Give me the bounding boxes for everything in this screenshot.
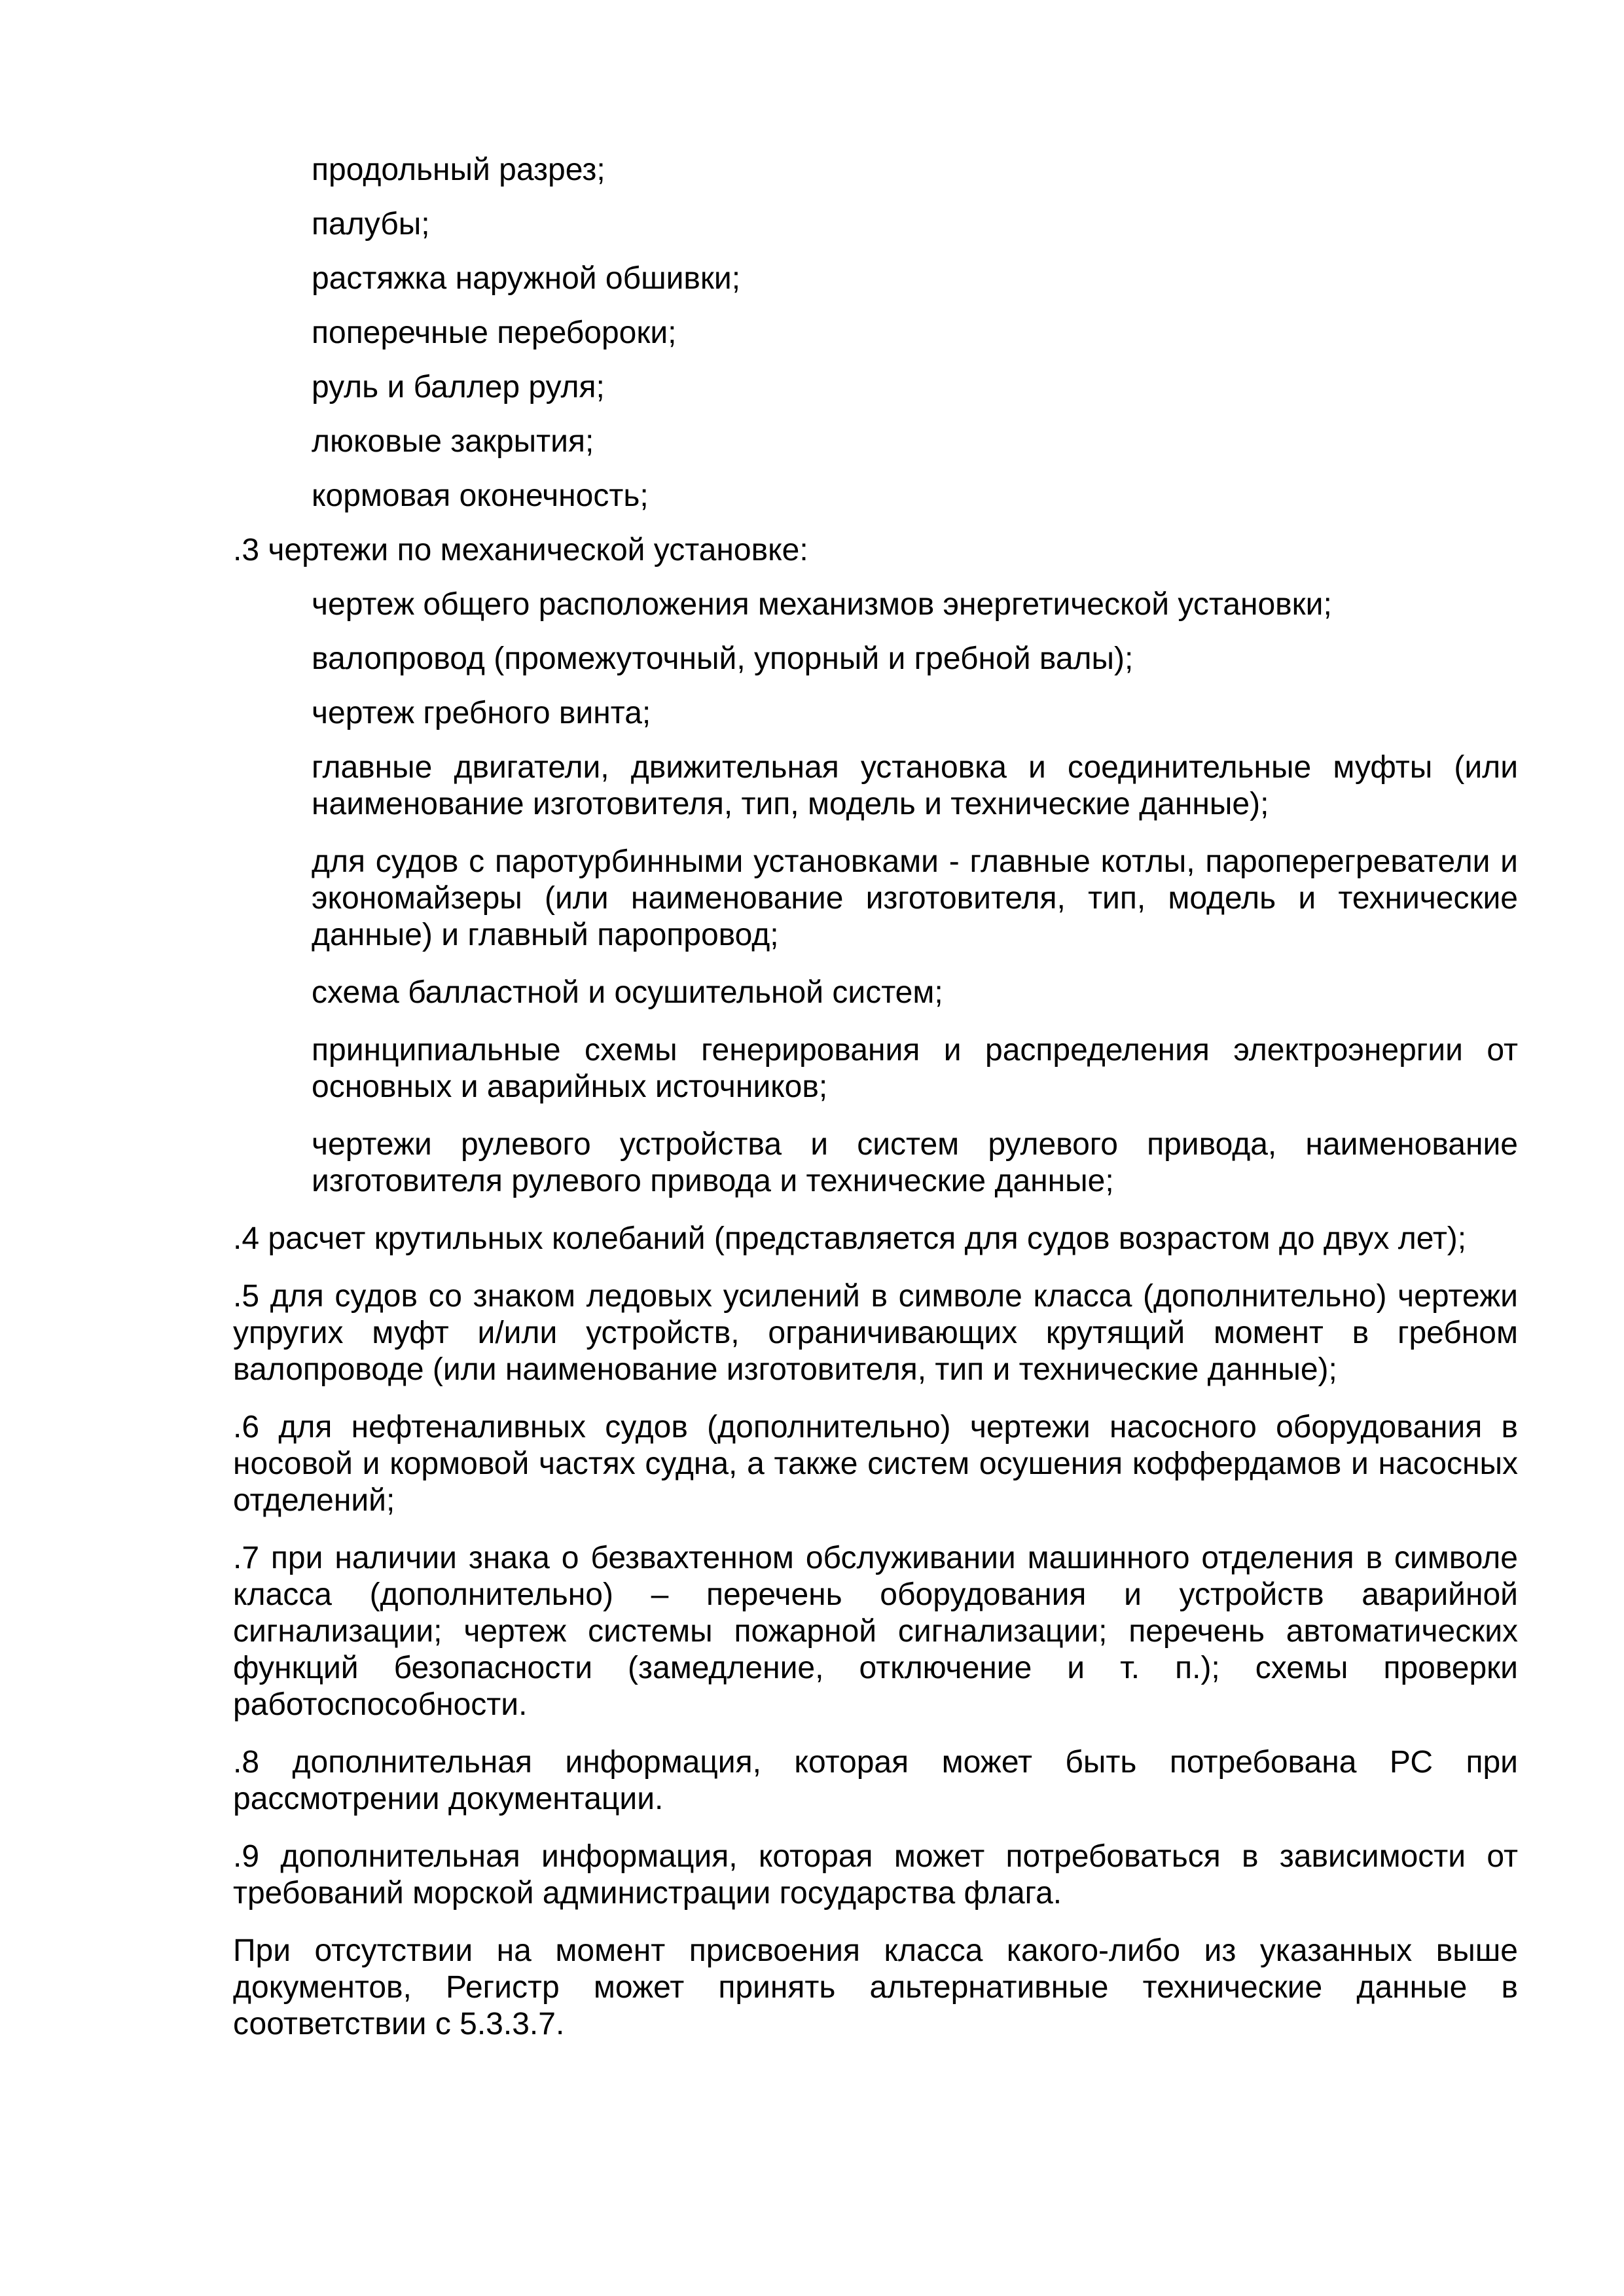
structure-item: поперечные перебороки; — [312, 315, 677, 350]
item3-subitem: для судов с паротурбинными установками - главные котлы, пароперегреватели и экономайзеры (или наименование изготовителя, тип, модель и технические данные) и главный паропровод; — [312, 844, 1518, 952]
item4-paragraph: .4 расчет крутильных колебаний (представляется для судов возрастом до двух лет); — [233, 1221, 1467, 1256]
item3-subitem: чертеж гребного винта; — [312, 696, 651, 730]
item3-heading: .3 чертежи по механической установке: — [233, 533, 808, 567]
item3-subitem: валопровод (промежуточный, упорный и гребной валы); — [312, 641, 1134, 676]
item3-subitem: главные двигатели, движительная установка и соединительные муфты (или наименование изготовителя, тип, модель и технические данные); — [312, 750, 1518, 821]
closing-paragraph: При отсутствии на момент присвоения класса какого-либо из указанных выше документов, Регистр может принять альтернативные технические данные в соответствии с 5.3.3.7. — [233, 1933, 1518, 2041]
item3-subitem: чертеж общего расположения механизмов энергетической установки; — [312, 587, 1332, 622]
item3-subitem: схема балластной и осушительной систем; — [312, 975, 943, 1010]
item6-paragraph: .6 для нефтеналивных судов (дополнительно) чертежи насосного оборудования в носовой и кормовой частях судна, а также систем осушения коффердамов и насосных отделений; — [233, 1410, 1518, 1518]
structure-item: продольный разрез; — [312, 152, 605, 187]
item7-paragraph: .7 при наличии знака о безвахтенном обслуживании машинного отделения в символе класса (дополнительно) – перечень оборудования и устройств аварийной сигнализации; чертеж системы пожарной сигнализации; перечень автоматических функций безопасности (замедление, отключение и т. п.); схемы проверки работоспособности. — [233, 1541, 1518, 1722]
structure-item: руль и баллер руля; — [312, 370, 605, 404]
item3-subitem: чертежи рулевого устройства и систем рулевого привода, наименование изготовителя рулевого привода и технические данные; — [312, 1127, 1518, 1198]
item8-paragraph: .8 дополнительная информация, которая может быть потребована РС при рассмотрении документации. — [233, 1745, 1518, 1816]
structure-item: палубы; — [312, 207, 430, 242]
item5-paragraph: .5 для судов со знаком ледовых усилений в символе класса (дополнительно) чертежи упругих муфт и/или устройств, ограничивающих крутящий момент в гребном валопроводе (или наименование изготовителя, тип и технические данные); — [233, 1279, 1518, 1387]
item9-paragraph: .9 дополнительная информация, которая может потребоваться в зависимости от требований морской администрации государства флага. — [233, 1839, 1518, 1910]
document-body — [233, 152, 1518, 2043]
structure-item: кормовая оконечность; — [312, 478, 649, 513]
structure-item: растяжка наружной обшивки; — [312, 261, 741, 296]
item3-subitem: принципиальные схемы генерирования и распределения электроэнергии от основных и аварийных источников; — [312, 1033, 1518, 1104]
structure-item: люковые закрытия; — [312, 424, 594, 459]
